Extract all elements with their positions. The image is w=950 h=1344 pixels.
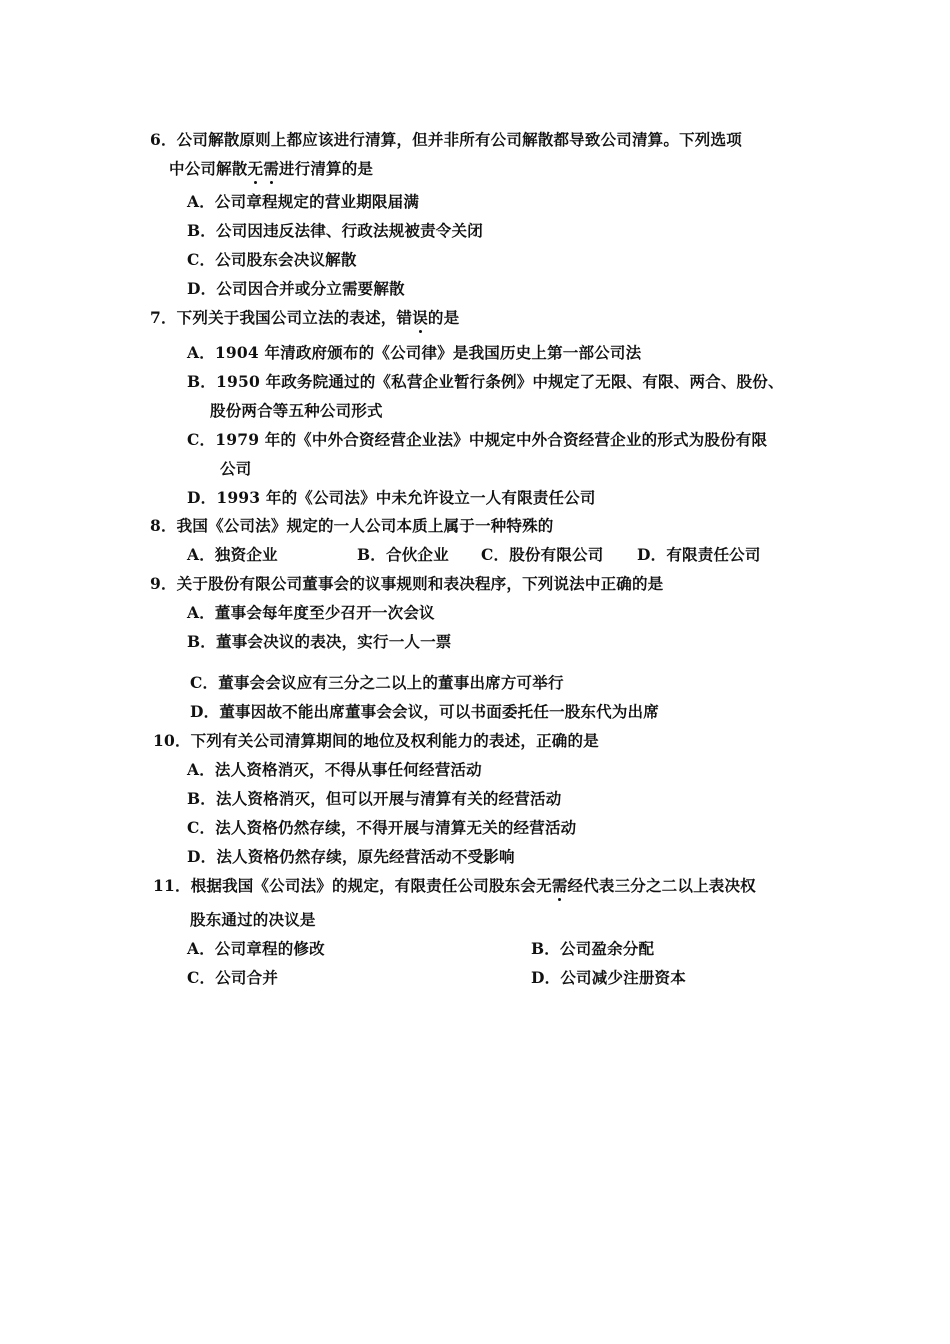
q7-emphasis-char: 误	[412, 308, 428, 327]
q11-emphasis-char: 需	[551, 876, 568, 895]
q7-stem-char: 错	[396, 308, 413, 327]
q10-stem: 10．下列有关公司清算期间的地位及权利能力的表述，正确的是	[153, 731, 599, 750]
q6-stem-text: 中公司解散	[169, 159, 248, 178]
q7-option-b-line1: B．1950 年政务院通过的《私营企业暂行条例》中规定了无限、有限、两合、股份、	[187, 372, 784, 391]
q10-option-c: C．法人资格仍然存续，不得开展与清算无关的经营活动	[187, 818, 577, 837]
q9-stem: 9．关于股份有限公司董事会的议事规则和表决程序，下列说法中正确的是	[150, 574, 664, 593]
q6-option-b: B．公司因违反法律、行政法规被责令关闭	[187, 221, 483, 240]
q11-option-d: D．公司减少注册资本	[531, 968, 686, 987]
q8-option-d: D．有限责任公司	[637, 545, 761, 564]
q7-option-c-line2: 公司	[220, 459, 252, 478]
q9-option-c: C．董事会会议应有三分之二以上的董事出席方可举行	[190, 673, 564, 692]
q7-option-c-line1: C．1979 年的《中外合资经营企业法》中规定中外合资经营企业的形式为股份有限	[187, 430, 768, 449]
q8-stem: 8．我国《公司法》规定的一人公司本质上属于一种特殊的	[150, 516, 554, 535]
q7-stem-text: 7．下列关于我国公司立法的表述，	[150, 308, 397, 327]
q8-option-a: A．独资企业	[187, 545, 278, 564]
q7-option-d: D．1993 年的《公司法》中未允许设立一人有限责任公司	[187, 488, 596, 507]
q8-option-b: B．合伙企业	[357, 545, 449, 564]
q6-option-a: A．公司章程规定的营业期限届满	[187, 192, 420, 211]
q10-option-b: B．法人资格消灭，但可以开展与清算有关的经营活动	[187, 789, 562, 808]
q6-stem-line2	[169, 159, 373, 179]
q8-option-c: C．股份有限公司	[481, 545, 604, 564]
q11-stem-line2: 股东通过的决议是	[190, 910, 316, 929]
q7-stem	[150, 308, 459, 328]
q6-emphasis-char: 无	[247, 159, 264, 178]
q11-stem-text: 经代表三分之二以上表决权	[567, 876, 756, 895]
q6-stem-text: 进行清算的是	[278, 159, 374, 178]
q6-emphasis-char: 需	[263, 159, 279, 178]
q6-option-c: C．公司股东会决议解散	[187, 250, 357, 269]
q11-stem-text: 11．根据我国《公司法》的规定，有限责任公司股东会	[153, 876, 537, 895]
q10-option-a: A．法人资格消灭，不得从事任何经营活动	[187, 760, 482, 779]
q7-option-b-line2: 股份两合等五种公司形式	[210, 401, 383, 420]
q11-stem-line1	[153, 876, 756, 896]
q9-option-a: A．董事会每年度至少召开一次会议	[187, 603, 435, 622]
q9-option-d: D．董事因故不能出席董事会会议，可以书面委托任一股东代为出席	[190, 702, 659, 721]
q6-option-d: D．公司因合并或分立需要解散	[187, 279, 405, 298]
q9-option-b: B．董事会决议的表决，实行一人一票	[187, 632, 452, 651]
q11-option-a: A．公司章程的修改	[187, 939, 325, 958]
q10-option-d: D．法人资格仍然存续，原先经营活动不受影响	[187, 847, 515, 866]
q6-stem-line1: 6．公司解散原则上都应该进行清算，但并非所有公司解散都导致公司清算。下列选项	[150, 130, 742, 149]
q7-stem-text: 的是	[427, 308, 460, 327]
q11-option-c: C．公司合并	[187, 968, 279, 987]
q11-stem-char: 无	[536, 876, 552, 895]
q7-option-a: A．1904 年清政府颁布的《公司律》是我国历史上第一部公司法	[187, 343, 642, 362]
q11-option-b: B．公司盈余分配	[531, 939, 655, 958]
